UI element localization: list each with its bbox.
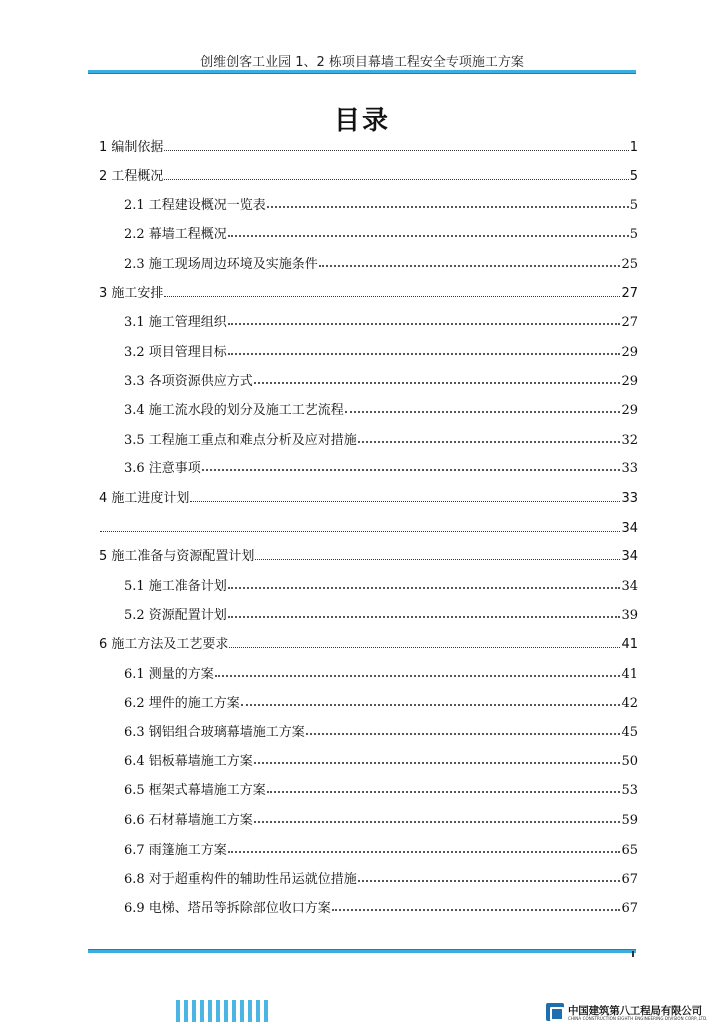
toc-entry-label: 6.9 电梯、塔吊等拆除部位收口方案	[124, 901, 331, 916]
toc-entry[interactable]	[124, 662, 638, 682]
toc-entry-label: 3.2 项目管理目标	[124, 345, 227, 360]
toc-dot-leader	[228, 353, 621, 355]
toc-entry[interactable]	[124, 428, 638, 448]
toc-dot-leader	[215, 675, 621, 677]
toc-entry-page: 50	[621, 754, 638, 769]
toc-entry-label: 5 施工准备与资源配置计划	[99, 549, 255, 564]
toc-entry-page: 65	[621, 843, 638, 858]
toc-entry-page: 59	[621, 813, 638, 828]
toc-dot-leader	[229, 646, 620, 648]
toc-entry-page: 5	[629, 227, 638, 242]
toc-entry[interactable]	[99, 632, 638, 652]
toc-entry-label: 5.2 资源配置计划	[124, 608, 227, 623]
cscec-logo-icon	[546, 1003, 564, 1021]
toc-entry[interactable]	[99, 486, 638, 506]
toc-entry-page: 1	[629, 140, 638, 155]
toc-entry-label: 6.4 铝板幕墙施工方案	[124, 754, 253, 769]
toc-entry-label: 6.7 雨篷施工方案	[124, 843, 227, 858]
toc-dot-leader	[358, 880, 621, 882]
toc-entry-label: 2 工程概况	[99, 169, 164, 184]
toc-entry-label: 6.6 石材幕墙施工方案	[124, 813, 253, 828]
toc-entry-page: 29	[621, 345, 638, 360]
toc-dot-leader	[202, 469, 621, 471]
toc-dot-leader	[345, 411, 621, 413]
toc-dot-leader	[228, 235, 629, 237]
toc-entry[interactable]	[124, 838, 638, 858]
toc-dot-leader	[254, 821, 621, 823]
footer-decoration	[176, 1000, 272, 1022]
toc-entry-page: 67	[621, 901, 638, 916]
toc-entry-label: 3.4 施工流水段的划分及施工工艺流程	[124, 403, 344, 418]
toc-dot-leader	[228, 323, 621, 325]
toc-entry-label: 4 施工进度计划	[99, 491, 190, 506]
toc-dot-leader	[254, 382, 621, 384]
toc-entry[interactable]	[124, 778, 638, 798]
toc-entry-label: 6.2 埋件的施工方案	[124, 696, 240, 711]
toc-entry-page: 25	[621, 257, 638, 272]
toc-dot-leader	[358, 441, 621, 443]
toc-dot-leader	[254, 762, 621, 764]
toc-entry[interactable]	[124, 691, 638, 711]
toc-entry[interactable]	[124, 398, 638, 418]
toc-dot-leader	[267, 206, 629, 208]
toc-title: 目录	[333, 106, 390, 136]
footer-company-english: CHINA CONSTRUCTION EIGHTH ENGINEERING DIVISION CORP.,LTD.	[568, 1016, 708, 1021]
toc-entry[interactable]	[99, 516, 638, 536]
toc-entry-page: 29	[621, 374, 638, 389]
toc-entry[interactable]	[124, 222, 638, 242]
toc-entry-label: 3.3 各项资源供应方式	[124, 374, 253, 389]
toc-entry-label: 6.1 测量的方案	[124, 667, 214, 682]
toc-entry[interactable]	[124, 574, 638, 594]
toc-entry-page: 39	[621, 608, 638, 623]
toc-entry-page: 42	[621, 696, 638, 711]
toc-dot-leader	[241, 704, 621, 706]
toc-entry[interactable]	[124, 456, 638, 476]
toc-entry[interactable]	[124, 720, 638, 740]
toc-dot-leader	[100, 530, 620, 532]
toc-entry[interactable]	[124, 896, 638, 916]
toc-entry-page: 29	[621, 403, 638, 418]
toc-entry-page: 67	[621, 872, 638, 887]
toc-dot-leader	[255, 558, 620, 560]
toc-dot-leader	[319, 265, 621, 267]
toc-entry[interactable]	[99, 281, 638, 301]
toc-entry[interactable]	[124, 369, 638, 389]
toc-entry[interactable]	[124, 603, 638, 623]
toc-entry-label: 6.8 对于超重构件的辅助性吊运就位措施	[124, 872, 357, 887]
toc-entry-page: 41	[621, 637, 638, 652]
toc-entry[interactable]	[124, 867, 638, 887]
toc-entry[interactable]	[124, 193, 638, 213]
footer-rule	[88, 949, 636, 953]
toc-entry[interactable]	[99, 164, 638, 184]
toc-entry-page: 33	[621, 491, 638, 506]
toc-entry[interactable]	[124, 340, 638, 360]
footer-company-name: 中国建筑第八工程局有限公司	[568, 1005, 702, 1017]
toc-entry-page: 5	[629, 198, 638, 213]
toc-entry-page: 41	[621, 667, 638, 682]
toc-dot-leader	[267, 791, 621, 793]
toc-entry-page: 27	[621, 315, 638, 330]
toc-entry-label: 3 施工安排	[99, 286, 164, 301]
toc-entry-label: 2.3 施工现场周边环境及实施条件	[124, 257, 318, 272]
toc-entry-label: 2.2 幕墙工程概况	[124, 227, 227, 242]
toc-entry-label: 3.1 施工管理组织	[124, 315, 227, 330]
toc-entry-page: 34	[621, 521, 638, 536]
toc-entry-label: 5.1 施工准备计划	[124, 579, 227, 594]
toc-entry[interactable]	[124, 808, 638, 828]
toc-entry-label: 6.5 框架式幕墙施工方案	[124, 783, 266, 798]
toc-entry[interactable]	[124, 252, 638, 272]
toc-entry-label: 3.5 工程施工重点和难点分析及应对措施	[124, 433, 357, 448]
toc-entry[interactable]	[99, 135, 638, 155]
toc-entry[interactable]	[124, 310, 638, 330]
toc-entry-page: 33	[621, 461, 638, 476]
toc-entry-label: 6.3 钢铝组合玻璃幕墙施工方案	[124, 725, 305, 740]
footer-tick	[632, 951, 634, 957]
toc-dot-leader	[164, 149, 628, 151]
toc-entry-page: 27	[621, 286, 638, 301]
toc-dot-leader	[306, 733, 621, 735]
toc-dot-leader	[228, 851, 621, 853]
toc-entry-label: 2.1 工程建设概况一览表	[124, 198, 266, 213]
toc-entry-page: 53	[621, 783, 638, 798]
toc-entry-page: 45	[621, 725, 638, 740]
toc-dot-leader	[164, 178, 628, 180]
toc-entry-page: 32	[621, 433, 638, 448]
toc-entry-page: 34	[621, 549, 638, 564]
toc-entry-label: 6 施工方法及工艺要求	[99, 637, 229, 652]
toc-dot-leader	[228, 616, 621, 618]
toc-dot-leader	[190, 500, 620, 502]
running-header: 创维创客工业园 1、2 栋项目幕墙工程安全专项施工方案	[200, 55, 524, 70]
toc-entry[interactable]	[124, 749, 638, 769]
toc-entry-page: 34	[621, 579, 638, 594]
toc-entry-label: 3.6 注意事项	[124, 461, 201, 476]
toc-dot-leader	[332, 909, 621, 911]
toc-entry[interactable]	[99, 544, 638, 564]
toc-dot-leader	[228, 587, 621, 589]
toc-dot-leader	[164, 295, 620, 297]
toc-entry-label: 1 编制依据	[99, 140, 164, 155]
toc-entry-page: 5	[629, 169, 638, 184]
